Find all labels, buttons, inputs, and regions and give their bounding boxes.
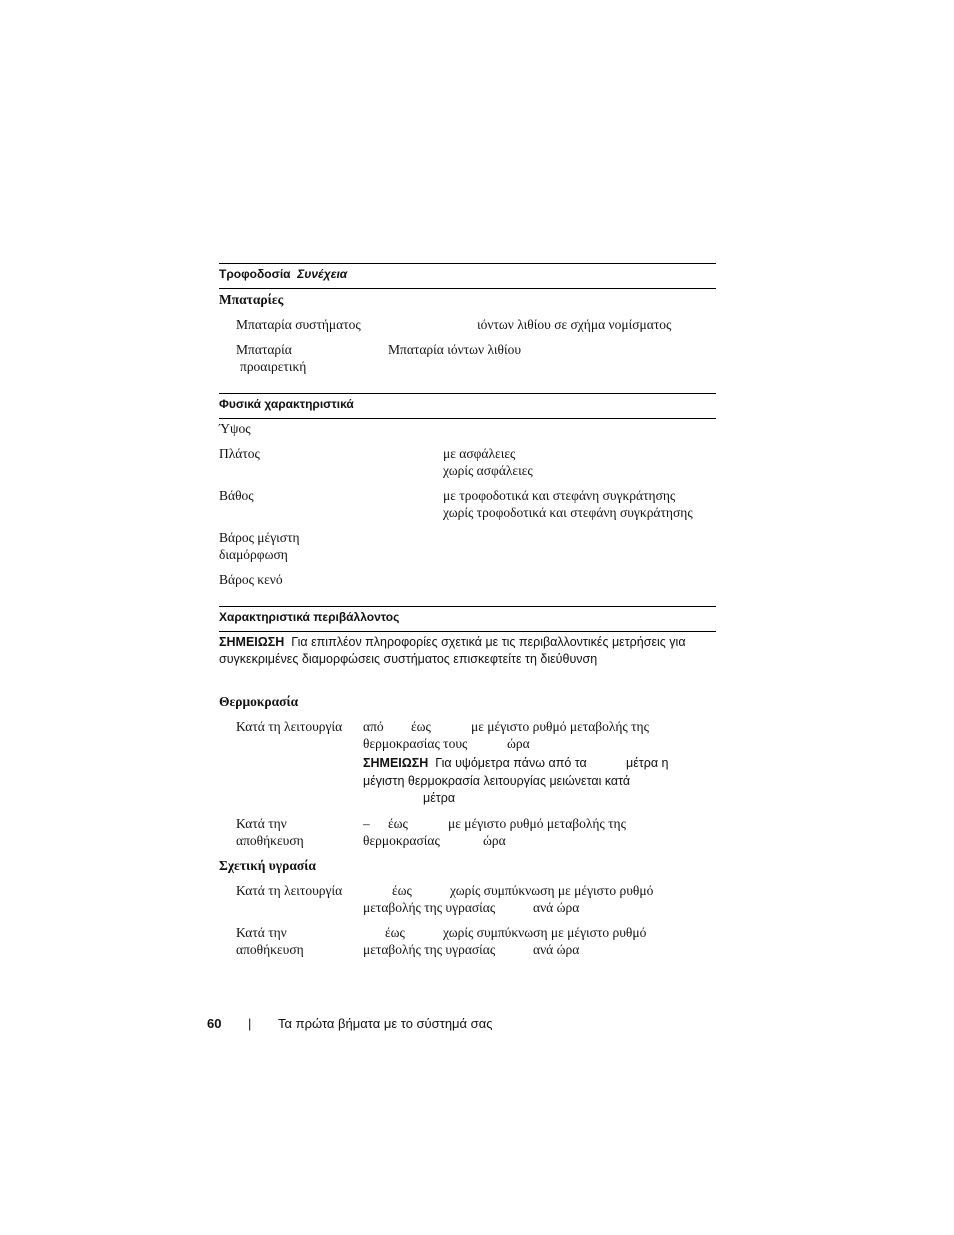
temp-operating-rate: με μέγιστο ρυθμό μεταβολής της xyxy=(471,719,649,734)
optional-battery-label-1: Μπαταρία xyxy=(236,342,292,357)
hum-operating-to: έως xyxy=(392,883,412,898)
temp-storage-label-1: Κατά την xyxy=(236,816,287,831)
temp-operating-line-2b: ώρα xyxy=(507,736,530,751)
environment-note-line-2: συγκεκριμένες διαμορφώσεις συστήματος επισκεφτείτε τη διεύθυνση xyxy=(219,652,598,666)
optional-battery-label-2: προαιρετική xyxy=(240,359,307,374)
height-label: Ύψος xyxy=(219,421,251,436)
power-continued: Συνέχεια xyxy=(297,267,348,281)
hum-operating-rate: χωρίς συμπύκνωση με μέγιστο ρυθμό xyxy=(450,883,654,898)
inner-note-text-1: Για υψόμετρα πάνω από τα xyxy=(435,756,587,770)
environment-top-rule xyxy=(219,606,716,607)
weight-max-label-2: διαμόρφωση xyxy=(219,547,288,562)
temp-storage-line-2a: θερμοκρασίας xyxy=(363,833,440,848)
inner-note-line-3: μέτρα xyxy=(423,791,456,805)
power-top-rule xyxy=(219,263,716,264)
power-section-title xyxy=(219,267,347,281)
hum-operating-label: Κατά τη λειτουργία xyxy=(236,883,343,898)
temp-operating-from: από xyxy=(363,719,384,734)
hum-storage-rate: χωρίς συμπύκνωση με μέγιστο ρυθμό xyxy=(443,925,647,940)
hum-storage-line-2a: μεταβολής της υγρασίας xyxy=(363,942,496,957)
environment-note-line-1 xyxy=(219,635,686,649)
temp-storage-dash: – xyxy=(363,816,370,831)
physical-top-rule xyxy=(219,393,716,394)
inner-note-label: ΣΗΜΕΙΩΣΗ xyxy=(363,756,429,770)
width-value-1: με ασφάλειες xyxy=(443,446,516,461)
hum-storage-label-1: Κατά την xyxy=(236,925,287,940)
batteries-heading: Μπαταρίες xyxy=(219,292,284,307)
inner-note-line-1a xyxy=(363,756,587,770)
weight-max-label-1: Βάρος μέγιστη xyxy=(219,530,300,545)
optional-battery-value: Μπαταρία ιόντων λιθίου xyxy=(388,342,522,357)
inner-note-line-1b: μέτρα η xyxy=(626,756,669,770)
temp-storage-rate: με μέγιστο ρυθμό μεταβολής της xyxy=(448,816,626,831)
hum-storage-label-2: αποθήκευση xyxy=(236,942,304,957)
environment-header-rule xyxy=(219,631,716,632)
hum-storage-to: έως xyxy=(385,925,405,940)
temp-operating-to: έως xyxy=(411,719,431,734)
hum-operating-line-2a: μεταβολής της υγρασίας xyxy=(363,900,496,915)
power-title: Τροφοδοσία xyxy=(219,267,291,281)
environment-section-title: Χαρακτηριστικά περιβάλλοντος xyxy=(219,610,400,624)
inner-note-line-2: μέγιστη θερμοκρασία λειτουργίας μειώνεται κατά xyxy=(363,774,631,788)
system-battery-value: ιόντων λιθίου σε σχήμα νομίσματος xyxy=(477,317,672,332)
footer-chapter-title: Τα πρώτα βήματα με το σύστημά σας xyxy=(278,1016,493,1031)
hum-operating-line-2b: ανά ώρα xyxy=(533,900,580,915)
temp-storage-line-2b: ώρα xyxy=(483,833,506,848)
depth-value-1: με τροφοδοτικά και στεφάνη συγκράτησης xyxy=(443,488,676,503)
width-value-2: χωρίς ασφάλειες xyxy=(443,463,533,478)
weight-empty-label: Βάρος κενό xyxy=(219,572,283,587)
system-battery-label: Μπαταρία συστήματος xyxy=(236,317,361,332)
temperature-heading: Θερμοκρασία xyxy=(219,694,299,709)
footer-separator: | xyxy=(248,1016,252,1031)
depth-value-2: χωρίς τροφοδοτικά και στεφάνη συγκράτησης xyxy=(443,505,693,520)
depth-label: Βάθος xyxy=(219,488,254,503)
physical-header-rule xyxy=(219,418,716,419)
physical-section-title: Φυσικά χαρακτηριστικά xyxy=(219,397,354,411)
note-text-1: Για επιπλέον πληροφορίες σχετικά με τις περιβαλλοντικές μετρήσεις για xyxy=(291,635,686,649)
note-label: ΣΗΜΕΙΩΣΗ xyxy=(219,635,285,649)
power-header-rule xyxy=(219,288,716,289)
temp-operating-label: Κατά τη λειτουργία xyxy=(236,719,343,734)
temp-storage-label-2: αποθήκευση xyxy=(236,833,304,848)
temp-operating-line-2a: θερμοκρασίας τους xyxy=(363,736,468,751)
temp-storage-to: έως xyxy=(388,816,408,831)
hum-storage-line-2b: ανά ώρα xyxy=(533,942,580,957)
page-number: 60 xyxy=(207,1016,222,1031)
humidity-heading: Σχετική υγρασία xyxy=(219,858,316,873)
width-label: Πλάτος xyxy=(219,446,260,461)
